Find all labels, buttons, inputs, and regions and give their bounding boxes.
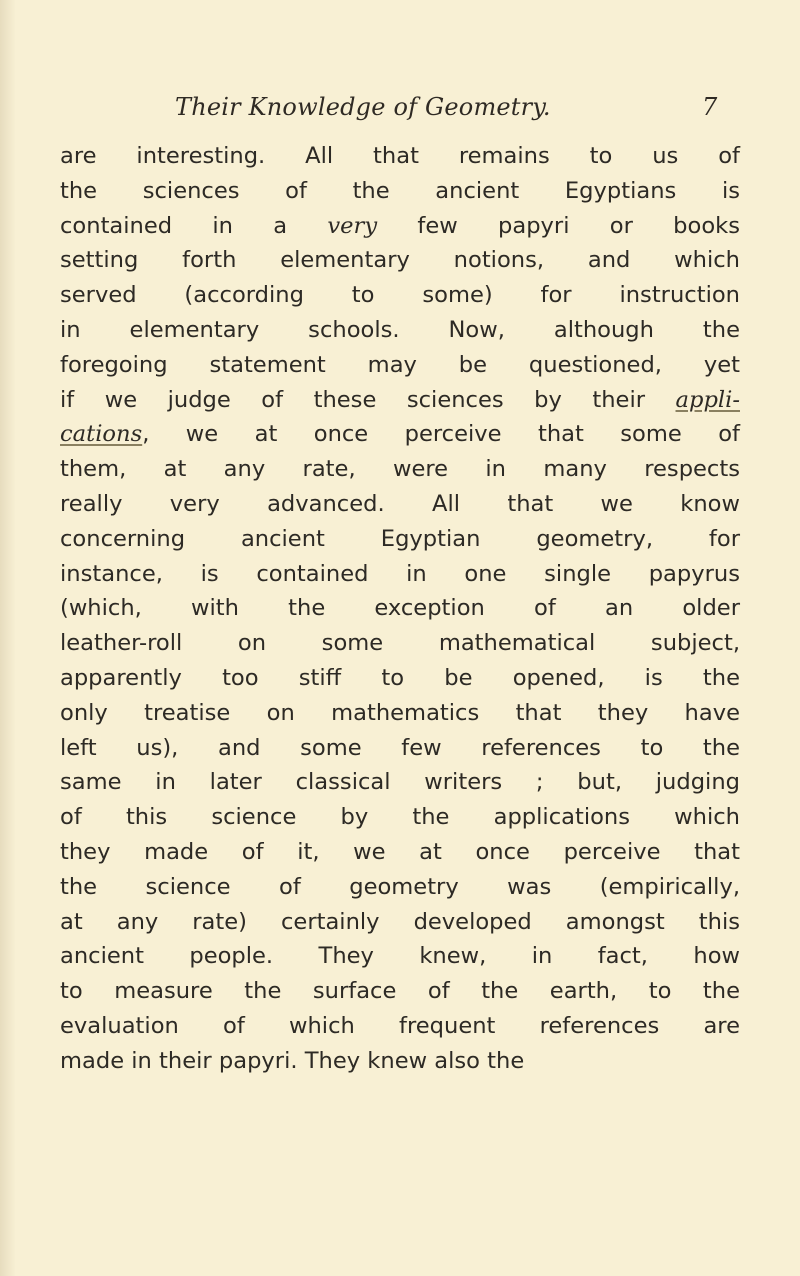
text-line <box>60 557 740 592</box>
text-run: leather-roll on some mathematical subject, <box>60 630 740 657</box>
italic-run: appli- <box>675 386 740 413</box>
text-run: at any rate) certainly developed amongst this <box>60 908 740 935</box>
page-number: 7 <box>702 93 718 121</box>
text-run: served (according to some) for instruction <box>60 282 740 309</box>
text-line <box>60 209 740 244</box>
text-run: the sciences of the ancient Egyptians is <box>60 177 740 204</box>
text-line <box>60 661 740 696</box>
text-run: instance, is contained in one single papyrus <box>60 560 740 587</box>
text-line <box>60 139 740 174</box>
text-line <box>60 835 740 870</box>
text-run: the science of geometry was (empirically, <box>60 873 740 900</box>
italic-run: cations <box>60 421 143 448</box>
page-gutter-shadow <box>0 0 16 1276</box>
text-run: contained in a <box>60 212 328 239</box>
text-line <box>60 348 740 383</box>
text-line <box>60 974 740 1009</box>
text-run: evaluation of which frequent references are <box>60 1012 740 1039</box>
text-line <box>60 765 740 800</box>
text-run: apparently too stiff to be opened, is the <box>60 664 740 691</box>
text-run: same in later classical writers ; but, judging <box>60 769 740 796</box>
text-run: foregoing statement may be questioned, yet <box>60 351 740 378</box>
text-run: ancient people. They knew, in fact, how <box>60 943 740 970</box>
text-line <box>60 174 740 209</box>
text-line <box>60 383 740 418</box>
text-run: , we at once perceive that some of <box>142 421 740 448</box>
text-run: in elementary schools. Now, although the <box>60 316 740 343</box>
text-run: if we judge of these sciences by their <box>60 386 676 413</box>
text-line <box>60 278 740 313</box>
text-run: they made of it, we at once perceive that <box>60 838 740 865</box>
text-line <box>60 870 740 905</box>
text-run: setting forth elementary notions, and which <box>60 247 740 274</box>
text-run: made in their papyri. They knew also the <box>60 1047 525 1074</box>
text-line <box>60 417 740 452</box>
text-run: of this science by the applications which <box>60 804 740 831</box>
text-line <box>60 731 740 766</box>
text-line <box>60 800 740 835</box>
text-line <box>60 313 740 348</box>
text-line <box>60 522 740 557</box>
text-line <box>60 626 740 661</box>
text-run: only treatise on mathematics that they have <box>60 699 740 726</box>
text-line <box>60 1009 740 1044</box>
text-line <box>60 487 740 522</box>
text-run: to measure the surface of the earth, to the <box>60 978 740 1005</box>
text-line <box>60 591 740 626</box>
text-run: really very advanced. All that we know <box>60 490 740 517</box>
text-line <box>60 452 740 487</box>
body-paragraph <box>60 139 740 1079</box>
text-run: are interesting. All that remains to us of <box>60 143 740 169</box>
running-title: Their Knowledge of Geometry. <box>175 93 551 121</box>
text-run: few papyri or books <box>377 212 740 239</box>
text-run: concerning ancient Egyptian geometry, for <box>60 525 740 552</box>
text-line <box>60 243 740 278</box>
text-run: left us), and some few references to the <box>60 734 740 761</box>
text-line <box>60 905 740 940</box>
text-line <box>60 939 740 974</box>
text-line <box>60 696 740 731</box>
text-run: them, at any rate, were in many respects <box>60 456 740 483</box>
text-line <box>60 1044 740 1079</box>
text-run: (which, with the exception of an older <box>60 595 740 622</box>
italic-run: very <box>327 212 378 239</box>
